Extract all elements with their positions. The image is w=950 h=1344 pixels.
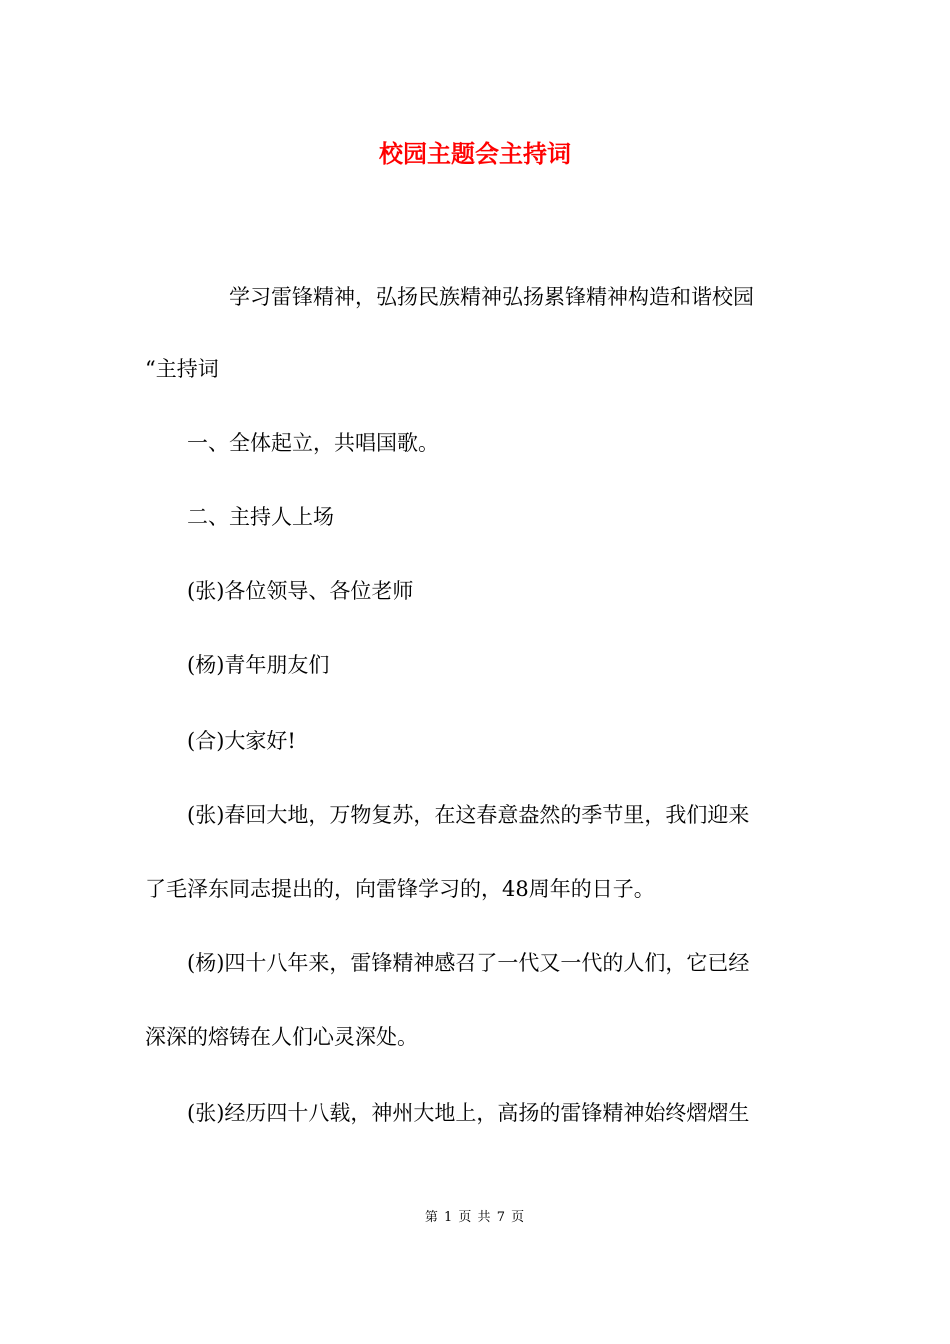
footer-suffix: 页 — [511, 1210, 526, 1225]
document-title: 校园主题会主持词 — [379, 139, 571, 168]
paragraph-line: “主持词 — [145, 357, 219, 381]
paragraph-line: (张)各位领导、各位老师 — [145, 579, 414, 603]
footer-page-number: 1 — [444, 1210, 454, 1225]
paragraph-line: 一、全体起立，共唱国歌。 — [145, 431, 439, 455]
footer-total-pages: 7 — [496, 1210, 506, 1225]
paragraph-line: (杨)青年朋友们 — [145, 653, 330, 677]
paragraph-line: (杨)四十八年来，雷锋精神感召了一代又一代的人们，它已经 — [145, 951, 750, 975]
paragraph-line: (张)春回大地，万物复苏，在这春意盎然的季节里，我们迎来 — [145, 803, 750, 827]
footer-middle: 页 共 — [458, 1210, 492, 1225]
paragraph-line: 深深的熔铸在人们心灵深处。 — [145, 1025, 418, 1049]
paragraph-line: (合)大家好! — [145, 729, 296, 753]
paragraph-line: 了毛泽东同志提出的，向雷锋学习的，48周年的日子。 — [145, 877, 655, 901]
footer-prefix: 第 — [424, 1210, 439, 1225]
paragraph-line: (张)经历四十八载，神州大地上，高扬的雷锋精神始终熠熠生 — [145, 1101, 750, 1125]
page-footer — [0, 1208, 950, 1228]
paragraph-line: 学习雷锋精神，弘扬民族精神弘扬累锋精神构造和谐校园 — [145, 285, 754, 309]
paragraph-line: 二、主持人上场 — [145, 505, 334, 529]
